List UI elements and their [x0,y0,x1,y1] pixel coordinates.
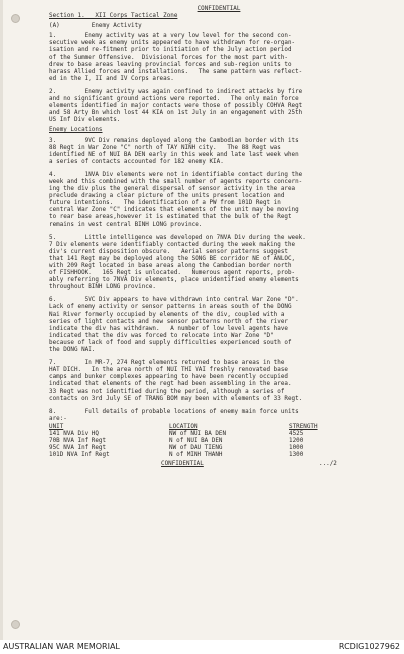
cell-location: NW of NUI BA DEN [169,430,227,437]
cell-unit: 101D NVA Inf Regt [49,452,110,459]
paragraph-line: 5. Little intelligence was developed on 7NVA Div during the week. [49,234,306,241]
paragraph-line: Nai River formerly occupied by elements of the div, coupled with a [49,311,285,318]
table-row [49,431,349,438]
archive-footer [0,640,404,654]
paragraph-line: drew to base areas leaving provincial forces and sub-region units to [49,61,292,68]
paragraph-line: ing the div plus the general dispersal of sensor activity in the area [49,186,296,193]
paragraph-line: ably referring to 7NVA Div elements, place unidentified enemy elements [49,277,299,284]
cell-strength: 1200 [289,438,304,445]
paragraph-line: 88 Regt in War Zone "C" north of TAY NINH city. The 88 Regt was [49,144,281,151]
paragraph-line: remains in west central BINH LONG province. [49,221,203,228]
cell-strength: 1300 [289,452,304,459]
paragraph-line: throughout BINH LONG province. [49,284,156,291]
paragraph-line: indicated that elements of the regt had been assembling in the area. [49,381,292,388]
page-continuation-mark: .../2 [319,461,337,468]
paragraph-line: to rear base areas,however it is estimated that the bulk of the Regt [49,214,292,221]
paragraph-line: future intentions. The identification of a PW from 101D Regt in [49,200,281,207]
paragraph-line: a series of contacts accounted for 182 enemy KIA. [49,158,224,165]
paragraph-line: camps and bunker complexes appearing to have been recently occupied [49,374,288,381]
paragraph-line: 33 Regt was not identified during the period, although a series of [49,388,285,395]
paragraph-line: of FISHHOOK. 165 Regt is unlocated. Numerous agent reports, prob- [49,270,296,277]
paragraph-3 [49,138,389,166]
paragraph-line: indicated that the div was forced to relocate into War Zone "D" [49,332,274,339]
punch-hole [11,14,20,23]
table-row [49,452,349,459]
table-row [49,445,349,452]
header-strength: STRENGTH [289,423,318,430]
paragraph-line: because of lack of food and supply difficulties experienced south of [49,339,292,346]
paragraph-line: 3. 9VC Div remains deployed along the Cambodian border with its [49,137,299,144]
classification-header: CONFIDENTIAL [197,6,241,12]
section-title: Section 1. XII Corps Tactical Zone [49,13,178,20]
paragraph-line: elements identified in major contacts were those of possibly COHVA Regt [49,103,303,110]
document-body [49,6,389,470]
header-unit: UNIT [49,423,64,430]
paragraph-line: 4. 1NVA Div elements were not in identifiable contact during the [49,171,303,178]
header-location: LOCATION [169,423,198,430]
paragraph-line: identified NE of NUI BA DEN early in this week and late last week when [49,151,299,158]
enemy-locations-heading: Enemy Locations [49,127,103,134]
units-table [49,424,349,459]
cell-strength: 4525 [289,430,304,437]
punch-hole [11,620,20,629]
paragraph-line: series of light contacts and new sensor patterns north of the river [49,318,288,325]
paragraph-line: secutive week as enemy units appeared to have withdrawn for re-organ- [49,40,296,47]
paragraph-line: harass Allied forces and installations. The same pattern was reflect- [49,68,303,75]
table-row [49,438,349,445]
archive-record-id: RCDIG1027962 [338,642,400,651]
paragraph-line: Lack of enemy activity or sensor patterns in areas south of the DONG [49,304,292,311]
cell-location: N of NUI BA DEN [169,438,223,445]
paragraph-4 [49,172,389,229]
paragraph-line: preclude drawing a clear picture of the units present location and [49,193,285,200]
paragraph-line: 1. Enemy activity was at a very low level for the second con- [49,33,292,40]
cell-strength: 1000 [289,445,304,452]
classification-footer: CONFIDENTIAL [161,461,204,468]
cell-unit: 70B NVA Inf Regt [49,438,107,445]
paragraph-line: and no significant ground actions were reported. The only main force [49,96,299,103]
paragraph-line: US Inf Div elements. [49,117,121,124]
paragraph-line: and 58 Arty Bn which lost 44 KIA on 1st July in an engagement with 25th [49,110,303,117]
paragraph-line: the DONG NAI. [49,347,96,354]
paragraph-line: week and this combined with the small number of agents reports concern- [49,178,303,185]
paragraph-line: div's current disposition obscure. Aerial sensor patterns suggest [49,248,288,255]
paragraph-line: are:- [49,415,67,422]
paragraph-line: that 141 Regt may be deployed along the SONG BE corridor NE of ANLOC, [49,255,296,262]
paragraph-line: 6. 5VC Div appears to have withdrawn into central War Zone "D". [49,297,299,304]
cell-unit: 95C NVA Inf Regt [49,445,107,452]
cell-unit: 141 NVA Div HQ [49,430,99,437]
paragraph-line: isation and re-fitment prior to initiation of the July action period [49,47,292,54]
paragraph-line: contacts on 3rd July SE of TRANG BOM may been with elements of 33 Regt. [49,395,303,402]
paragraph-line: with 209 Regt located in base areas along the Cambodian border north [49,263,292,269]
paragraph-2 [49,89,389,124]
subsection-heading: (A) Enemy Activity [49,23,142,30]
paragraph-line: ed in the I, II and IV Corps areas. [49,75,174,82]
paragraph-8 [49,409,389,423]
table-header-row [49,424,349,431]
paragraph-line: 2. Enemy activity was again confined to indirect attacks by fire [49,88,303,95]
cell-location: NW of DAU TIENG [169,445,223,452]
paragraph-5 [49,235,389,292]
paragraph-line: of the Summer Offensive. Divisional forces for the most part with- [49,54,288,61]
paragraph-line: central War Zone "C" indicates that elements of the unit may be moving [49,207,299,214]
paragraph-7 [49,360,389,403]
paragraph-line: 7 Div elements were identifiably contacted during the week making the [49,241,296,248]
paragraph-line: 8. Full details of probable locations of enemy main force units [49,408,299,415]
paragraph-line: HAT DICH. In the area north of NUI THI VAI freshly renovated base [49,367,288,374]
paragraph-1 [49,33,389,83]
archive-name: AUSTRALIAN WAR MEMORIAL [3,642,120,651]
cell-location: N of MINH THANH [169,452,223,459]
paragraph-line: 7. In MR-7, 274 Regt elements returned to base areas in the [49,360,285,367]
paragraph-line: indicate the div has withdrawn. A number of low level agents have [49,325,288,332]
paragraph-6 [49,297,389,354]
